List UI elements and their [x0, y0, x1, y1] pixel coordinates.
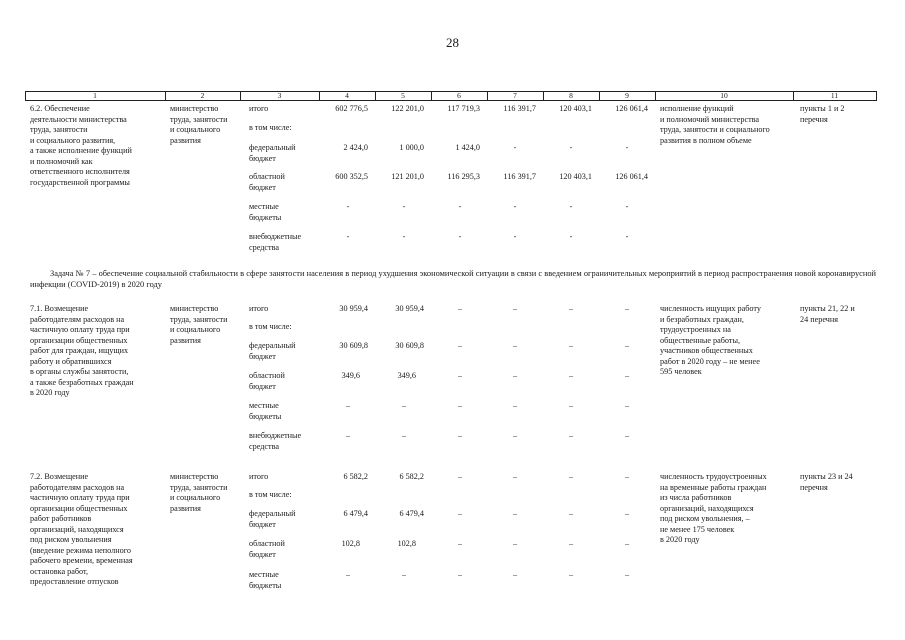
- row-7-1-executor: министерство труда, занятости и социального развития: [170, 304, 228, 345]
- row-6-2-total-c5: 122 201,0: [391, 104, 424, 113]
- header-col-2: 2: [200, 91, 205, 100]
- row-6-2-federal-c9: -: [625, 143, 629, 152]
- page-number: 28: [446, 35, 459, 50]
- row-6-2-regional-c6: 116 295,3: [447, 172, 480, 181]
- row-6-2-label-regional: областной бюджет: [249, 172, 285, 192]
- row-6-2-total-c8: 120 403,1: [559, 104, 592, 113]
- row-7-2-result: численность трудоустроенных на временные работы граждан из числа работников организаций, находящихся под риском увольнения, – не менее 175 человек в 2020 году: [660, 472, 767, 544]
- row-7-1-regional-c7: –: [512, 371, 518, 380]
- row-6-2-name: 6.2. Обеспечение деятельности министерства труда, занятости и социального развития, а также исполнение функций и полномочий как ответственного исполнителя государственной программы: [30, 104, 132, 187]
- row-7-2-local-c7: –: [512, 570, 518, 579]
- row-7-2-regional-c8: –: [568, 539, 574, 548]
- row-7-2-federal-c8: –: [568, 509, 574, 518]
- row-6-2-federal-c5: 1 000,0: [399, 143, 424, 152]
- row-7-1-local-c8: –: [568, 401, 574, 410]
- row-6-2-label-local: местные бюджеты: [249, 202, 282, 222]
- row-7-2-federal-c5: 6 479,4: [399, 509, 424, 518]
- row-7-1-extra-c8: –: [568, 431, 574, 440]
- row-6-2-extra-c8: -: [569, 232, 573, 241]
- header-bottom-border: [25, 100, 877, 101]
- row-7-2-regional-c4: 102,8: [341, 539, 360, 548]
- row-7-1-local-c9: –: [624, 401, 630, 410]
- row-6-2-label-total: итого: [249, 104, 269, 113]
- row-7-1-local-c5: –: [401, 401, 407, 410]
- row-7-2-federal-c7: –: [512, 509, 518, 518]
- row-7-1-federal-c6: –: [457, 341, 463, 350]
- row-7-1-regional-c9: –: [624, 371, 630, 380]
- row-7-2-executor: министерство труда, занятости и социального развития: [170, 472, 228, 513]
- row-7-1-points: пункты 21, 22 и 24 перечня: [800, 304, 855, 324]
- row-7-2-local-c9: –: [624, 570, 630, 579]
- row-7-1-local-c7: –: [512, 401, 518, 410]
- row-6-2-extra-c9: -: [625, 232, 629, 241]
- row-6-2-total-c7: 116 391,7: [503, 104, 536, 113]
- row-6-2-label-extra: внебюджетные средства: [249, 232, 302, 252]
- row-7-2-label-federal: федеральный бюджет: [249, 509, 296, 529]
- row-6-2-result: исполнение функций и полномочий министерства труда, занятости и социального развития в полном объеме: [660, 104, 770, 145]
- row-7-2-label-local: местные бюджеты: [249, 570, 282, 590]
- row-7-1-extra-c7: –: [512, 431, 518, 440]
- row-6-2-extra-c7: -: [513, 232, 517, 241]
- row-7-1-regional-c4: 349,6: [341, 371, 360, 380]
- row-6-2-regional-c7: 116 391,7: [503, 172, 536, 181]
- row-7-1-regional-c8: –: [568, 371, 574, 380]
- row-7-1-name: 7.1. Возмещение работодателям расходов на частичную оплату труда при организации общественных работ для граждан, ищущих работу и обратившихся в органы службы занятости, а также безработных граждан в 2020 году: [30, 304, 134, 397]
- row-7-2-federal-c4: 6 479,4: [343, 509, 368, 518]
- row-6-2-extra-c4: -: [346, 232, 350, 241]
- row-6-2-federal-c6: 1 424,0: [455, 143, 480, 152]
- row-7-1-extra-c6: –: [457, 431, 463, 440]
- row-7-2-local-c4: –: [345, 570, 351, 579]
- row-7-1-label-total: итого: [249, 304, 269, 313]
- row-7-1-federal-c4: 30 609,8: [339, 341, 368, 350]
- row-6-2-federal-c4: 2 424,0: [343, 143, 368, 152]
- row-7-1-total-c5: 30 959,4: [395, 304, 424, 313]
- row-7-1-federal-c5: 30 609,8: [395, 341, 424, 350]
- row-7-1-total-c8: –: [568, 304, 574, 313]
- row-7-2-total-c8: –: [568, 472, 574, 481]
- row-6-2-local-c6: -: [458, 202, 462, 211]
- task-7-heading: Задача № 7 – обеспечение социальной стабильности в сфере занятости населения в период ухудшения экономической ситуации в связи с введением ограничительных мероприятий в период распространения новой коронавирусной инфекции (COVID-2019) в 2020 году: [30, 269, 876, 289]
- row-6-2-total-c4: 602 776,5: [335, 104, 368, 113]
- header-col-7: 7: [513, 91, 517, 100]
- row-7-2-local-c5: –: [401, 570, 407, 579]
- row-7-1-label-federal: федеральный бюджет: [249, 341, 296, 361]
- row-7-1-local-c4: –: [345, 401, 351, 410]
- row-7-1-total-c7: –: [512, 304, 518, 313]
- header-col-10: 10: [720, 91, 728, 100]
- row-7-2-label-including: в том числе:: [249, 490, 292, 499]
- row-7-1-federal-c9: –: [624, 341, 630, 350]
- row-6-2-total-c6: 117 719,3: [447, 104, 480, 113]
- row-7-1-extra-c9: –: [624, 431, 630, 440]
- row-6-2-total-c9: 126 061,4: [615, 104, 648, 113]
- row-7-1-label-local: местные бюджеты: [249, 401, 282, 421]
- row-7-1-federal-c7: –: [512, 341, 518, 350]
- row-6-2-extra-c5: -: [402, 232, 406, 241]
- row-7-2-regional-c6: –: [457, 539, 463, 548]
- row-6-2-regional-c5: 121 201,0: [391, 172, 424, 181]
- row-6-2-regional-c9: 126 061,4: [615, 172, 648, 181]
- row-7-1-label-extra: внебюджетные средства: [249, 431, 302, 451]
- row-7-1-extra-c4: –: [345, 431, 351, 440]
- row-6-2-local-c9: -: [625, 202, 629, 211]
- row-7-1-label-regional: областной бюджет: [249, 371, 285, 391]
- row-7-1-result: численность ищущих работу и безработных граждан, трудоустроенных на общественные работы, участников общественных работ в 2020 году – не менее 595 человек: [660, 304, 761, 376]
- row-7-2-points: пункты 23 и 24 перечня: [800, 472, 853, 492]
- row-6-2-executor: министерство труда, занятости и социального развития: [170, 104, 228, 145]
- row-6-2-extra-c6: -: [458, 232, 462, 241]
- row-7-2-regional-c7: –: [512, 539, 518, 548]
- header-col-11: 11: [830, 91, 839, 100]
- row-7-1-local-c6: –: [457, 401, 463, 410]
- row-7-2-regional-c9: –: [624, 539, 630, 548]
- row-6-2-regional-c8: 120 403,1: [559, 172, 592, 181]
- row-7-2-federal-c6: –: [457, 509, 463, 518]
- header-col-5: 5: [401, 91, 405, 100]
- row-7-2-label-total: итого: [249, 472, 269, 481]
- row-6-2-federal-c7: -: [513, 143, 517, 152]
- row-6-2-local-c4: -: [346, 202, 350, 211]
- row-6-2-local-c8: -: [569, 202, 573, 211]
- row-6-2-label-including: в том числе:: [249, 123, 292, 132]
- header-col-9: 9: [625, 91, 629, 100]
- row-7-2-total-c9: –: [624, 472, 630, 481]
- header-col-3: 3: [277, 91, 282, 100]
- row-7-2-label-regional: областной бюджет: [249, 539, 285, 559]
- header-col-6: 6: [457, 91, 461, 100]
- row-7-2-total-c6: –: [457, 472, 463, 481]
- row-7-1-federal-c8: –: [568, 341, 574, 350]
- header-col-8: 8: [569, 91, 573, 100]
- header-col-1: 1: [93, 91, 97, 100]
- row-7-1-regional-c6: –: [457, 371, 463, 380]
- row-6-2-points: пункты 1 и 2 перечня: [800, 104, 845, 124]
- row-7-2-regional-c5: 102,8: [397, 539, 416, 548]
- row-7-1-label-including: в том числе:: [249, 322, 292, 331]
- row-6-2-local-c5: -: [402, 202, 406, 211]
- row-7-2-local-c8: –: [568, 570, 574, 579]
- row-7-2-name: 7.2. Возмещение работодателям расходов на частичную оплату труда при организации общественных работ работников организаций, находящихся под риском увольнения (введение режима неполного рабочего времени, временная остановка работ, предоставление отпусков: [30, 472, 133, 586]
- row-7-1-total-c9: –: [624, 304, 630, 313]
- row-7-2-local-c6: –: [457, 570, 463, 579]
- row-7-2-federal-c9: –: [624, 509, 630, 518]
- row-7-1-extra-c5: –: [401, 431, 407, 440]
- row-7-2-total-c7: –: [512, 472, 518, 481]
- header-col-4: 4: [345, 91, 349, 100]
- row-7-2-total-c5: 6 582,2: [399, 472, 424, 481]
- row-7-2-total-c4: 6 582,2: [343, 472, 368, 481]
- row-6-2-label-federal: федеральный бюджет: [249, 143, 296, 163]
- row-6-2-federal-c8: -: [569, 143, 573, 152]
- row-7-1-total-c4: 30 959,4: [339, 304, 368, 313]
- row-7-1-total-c6: –: [457, 304, 463, 313]
- row-7-1-regional-c5: 349,6: [397, 371, 416, 380]
- row-6-2-regional-c4: 600 352,5: [335, 172, 368, 181]
- row-6-2-local-c7: -: [513, 202, 517, 211]
